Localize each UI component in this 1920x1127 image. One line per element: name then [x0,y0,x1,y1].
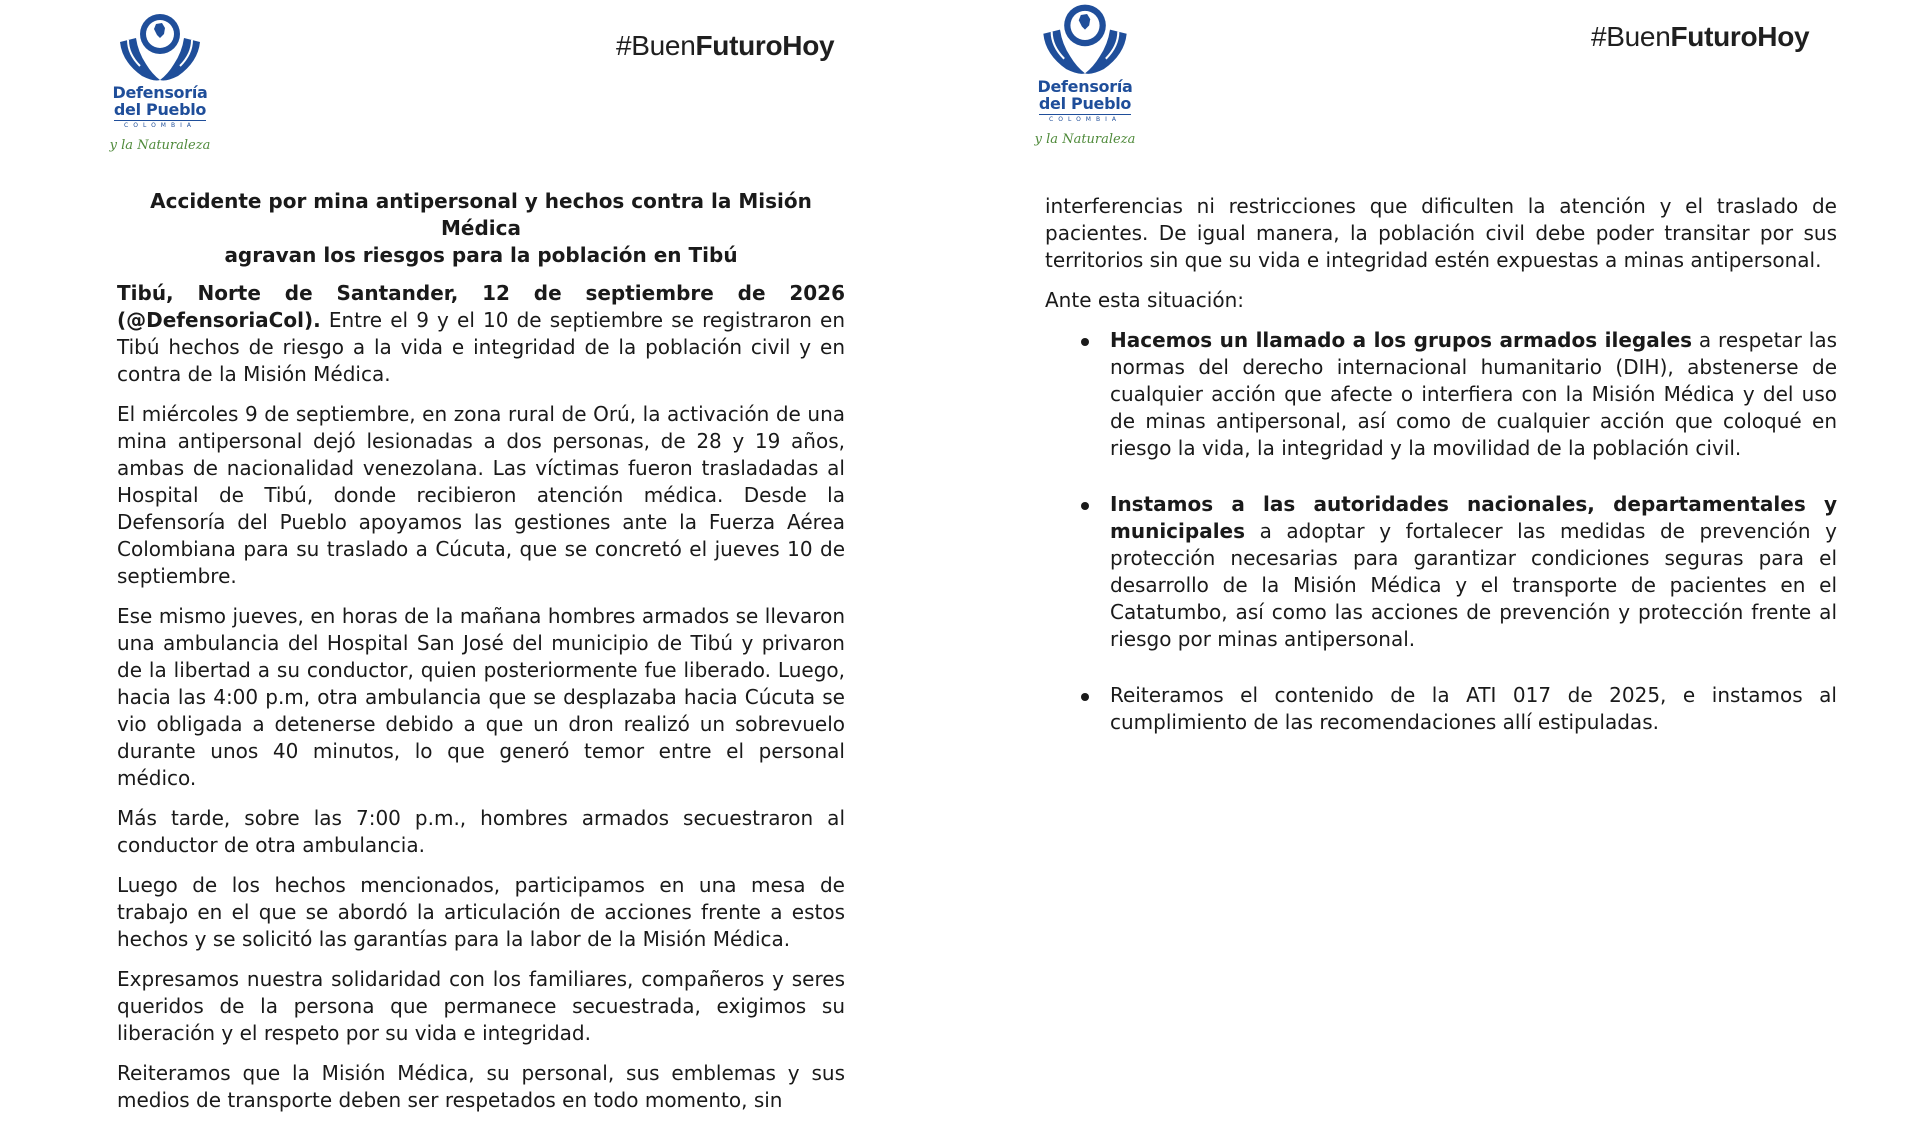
logo-country: COLOMBIA [114,120,206,130]
hashtag-bold-part: FuturoHoy [1670,21,1810,52]
defensoria-logo [100,12,220,153]
logo-country: COLOMBIA [1039,114,1131,124]
paragraph-dateline [117,280,845,388]
bullet-text: a respetar las normas del derecho internacional humanitario (DIH), abstenerse de cualquier acción que afecte o interfiera con la Misión Médica y del uso de minas antipersonal, así como de cualquier acción que coloqué en riesgo la vida, la integridad y la movilidad de la población civil. [1110,328,1837,460]
left-page-content [117,188,845,1127]
hashtag-light-part: #Buen [616,30,696,61]
dateline-bold: Tibú, Norte de Santander, 12 de septiembre de 2026 (@DefensoriaCol). [117,281,845,332]
hashtag-light-part: #Buen [1591,21,1671,52]
logo-line-del-pueblo: del Pueblo [113,100,207,119]
title-line-1: Accidente por mina antipersonal y hechos contra la Misión Médica [150,189,812,240]
bullet-icon [1081,502,1089,510]
hashtag-buen-futuro-hoy [616,30,834,62]
list-item [1045,327,1837,462]
paragraph-work-table: Luego de los hechos mencionados, participamos en una mesa de trabajo en el que se abordó la articulación de acciones frente a estos hechos y se solicitó las garantías para la labor de la Misión Médica. [117,873,845,951]
bullet-icon [1081,338,1089,346]
paragraph-mine-accident: El miércoles 9 de septiembre, en zona rural de Orú, la activación de una mina antipersonal dejó lesionadas a dos personas, de 28 y 19 años, ambas de nacionalidad venezolana. Las víctimas fueron trasladadas al Hospital de Tibú, donde recibieron atención médica. Desde la Defensoría del Pueblo apoyamos las gestiones ante la Fuerza Aérea Colombiana para su traslado a Cúcuta, que se concretó el jueves 10 de septiembre. [117,402,845,588]
demands-list [1045,327,1837,736]
bullet-icon [1081,693,1089,701]
bullet-bold-lead: Hacemos un llamado a los grupos armados ilegales [1110,328,1693,352]
logo-line-defensoria: Defensoría [112,83,208,102]
title-line-2: agravan los riesgos para la población en Tibú [224,243,738,267]
bullet-text: a adoptar y fortalecer las medidas de prevención y protección necesarias para garantizar condiciones seguras para el desarrollo de la Misión Médica y el transporte de pacientes en el Catatumbo, así como las acciones de prevención y protección frente al riesgo por minas antipersonal. [1110,519,1837,651]
logo-line-defensoria: Defensoría [1037,77,1133,96]
paragraph-ante-situacion: Ante esta situación: [1045,288,1244,312]
dateline-text: Entre el 9 y el 10 de septiembre se registraron en Tibú hechos de riesgo a la vida e integridad de la población civil y en contra de la Misión Médica. [117,308,845,386]
hands-emblem-icon [112,12,208,84]
document-page-left [0,0,960,1112]
hands-emblem-icon [1035,2,1135,78]
logo-tagline: y la Naturaleza [1034,132,1136,147]
logo-line-del-pueblo: del Pueblo [1038,94,1132,113]
paragraph-continuation: interferencias ni restricciones que dificulten la atención y el traslado de pacientes. De igual manera, la población civil debe poder transitar por sus territorios sin que su vida e integridad estén expuestas a minas antipersonal. [1045,194,1837,272]
list-item [1045,491,1837,653]
paragraph-kidnapping: Más tarde, sobre las 7:00 p.m., hombres armados secuestraron al conductor de otra ambulancia. [117,806,845,857]
right-page-content [1045,193,1837,765]
bullet-text: Reiteramos el contenido de la ATI 017 de 2025, e instamos al cumplimiento de las recomendaciones allí estipuladas. [1110,683,1837,734]
logo-tagline: y la Naturaleza [109,138,211,153]
press-release-title [117,188,845,269]
paragraph-respect-mission: Reiteramos que la Misión Médica, su personal, sus emblemas y sus medios de transporte deben ser respetados en todo momento, sin [117,1061,845,1112]
hashtag-bold-part: FuturoHoy [695,30,835,61]
hashtag-buen-futuro-hoy-right [1591,21,1809,53]
paragraph-solidarity: Expresamos nuestra solidaridad con los familiares, compañeros y seres queridos de la persona que permanece secuestrada, exigimos su liberación y el respeto por su vida e integridad. [117,967,845,1045]
paragraph-ambulance-events: Ese mismo jueves, en horas de la mañana hombres armados se llevaron una ambulancia del Hospital San José del municipio de Tibú y privaron de la libertad a su conductor, quien posteriormente fue liberado. Luego, hacia las 4:00 p.m, otra ambulancia que se desplazaba hacia Cúcuta se vio obligada a detenerse debido a que un dron realizó un sobrevuelo durante unos 40 minutos, lo que generó temor entre el personal médico. [117,604,845,790]
list-item [1045,682,1837,736]
defensoria-logo-right [1025,2,1145,147]
bullet-bold-lead: Instamos a las autoridades nacionales, departamentales y municipales [1110,492,1837,543]
